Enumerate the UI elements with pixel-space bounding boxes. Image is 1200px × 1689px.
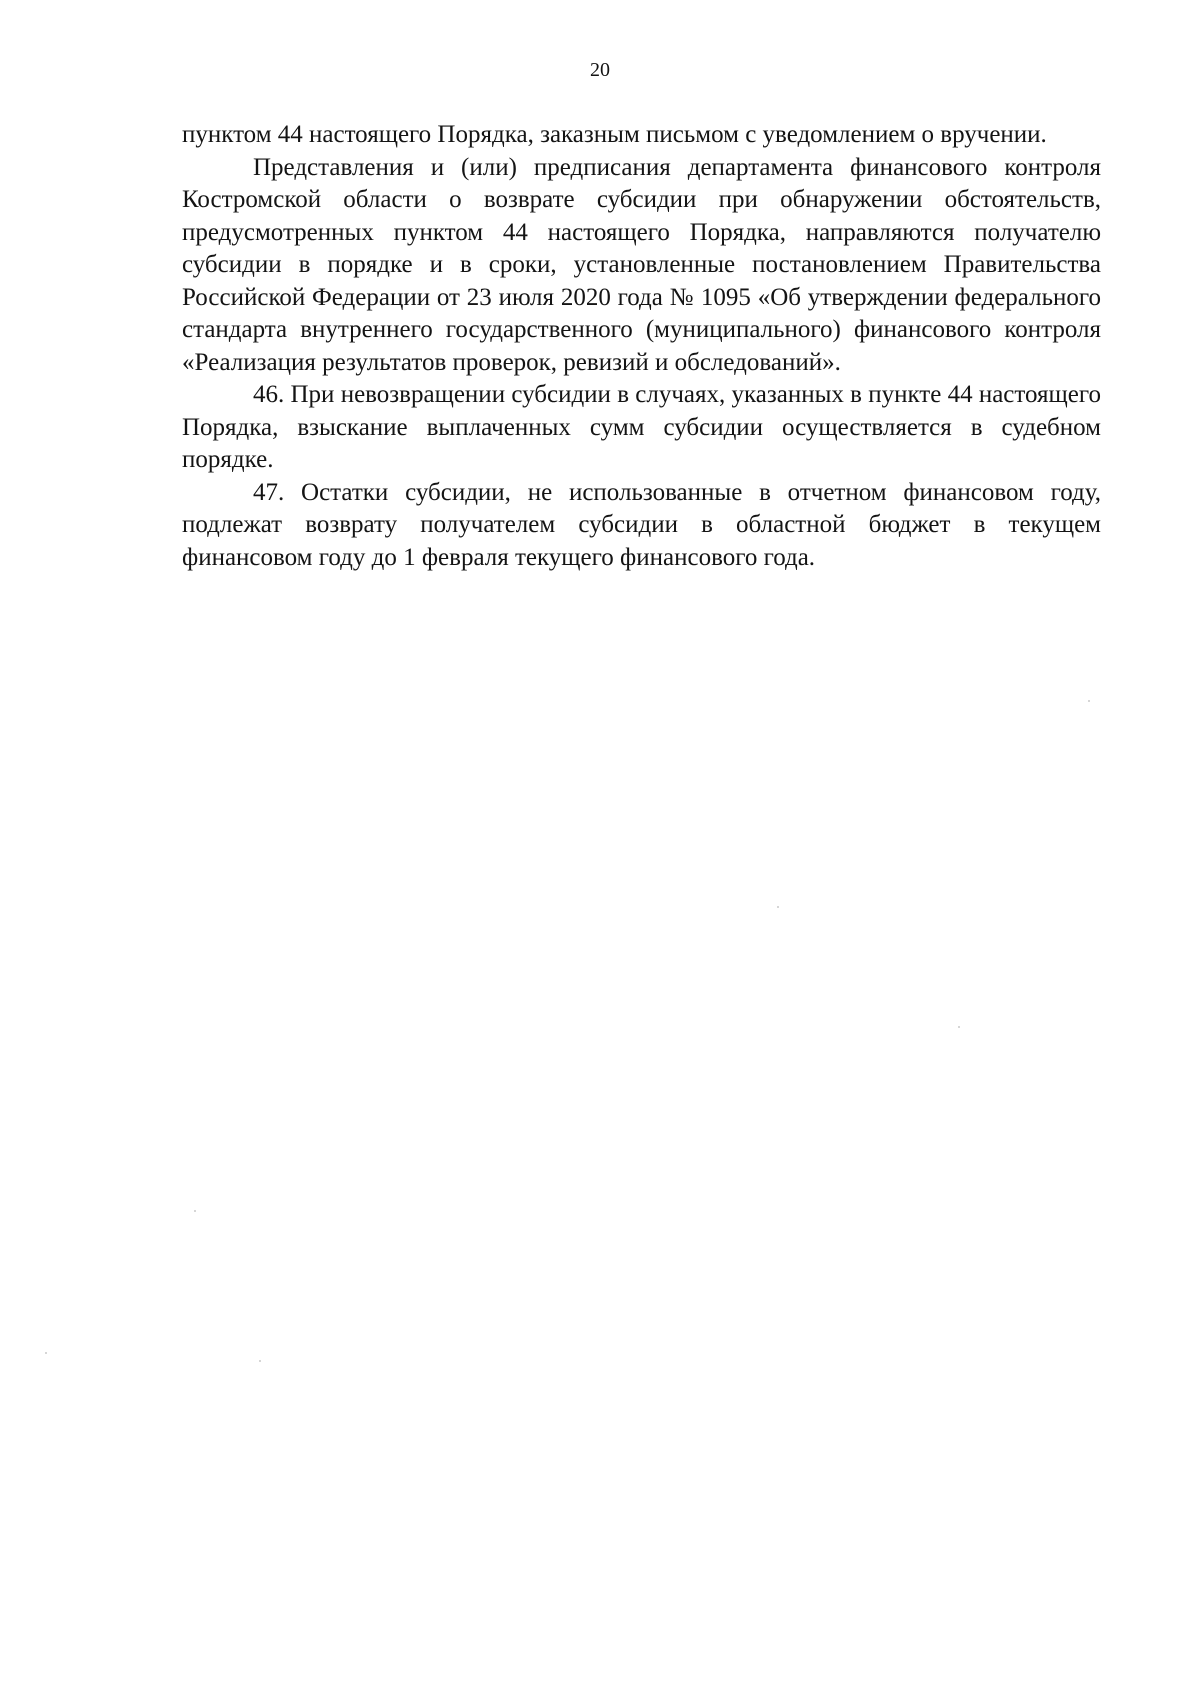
scan-speck (958, 1026, 960, 1028)
scan-speck (45, 1352, 47, 1354)
paragraph-continuation: пунктом 44 настоящего Порядка, заказным письмом с уведомлением о вручении. (182, 121, 1047, 148)
scan-speck (259, 1360, 261, 1362)
page-number: 20 (590, 59, 610, 81)
paragraph-46: 46. При невозвращении субсидии в случаях, указанных в пункте 44 настоящего Порядка, взыскание выплаченных сумм субсидии осуществляется в судебном порядке. (182, 381, 1101, 473)
scan-speck (194, 1210, 196, 1212)
paragraph-47: 47. Остатки субсидии, не использованные в отчетном финансовом году, подлежат возврату получателем субсидии в областной бюджет в текущем финансовом году до 1 февраля текущего финансового года. (182, 478, 1101, 571)
scan-speck (1088, 700, 1090, 702)
scan-speck (777, 906, 779, 908)
document-body (182, 119, 1101, 574)
paragraph-representations: Представления и (или) предписания департамента финансового контроля Костромской области о возврате субсидии при обнаружении обстоятельств, предусмотренных пунктом 44 настоящего Порядка, направляются получателю субсидии в порядке и в сроки, установленные постановлением Правительства Российской Федерации от 23 июля 2020 года № 1095 «Об утверждении федерального стандарта внутреннего государственного (муниципального) финансового контроля «Реализация результатов проверок, ревизий и обследований». (182, 153, 1101, 376)
